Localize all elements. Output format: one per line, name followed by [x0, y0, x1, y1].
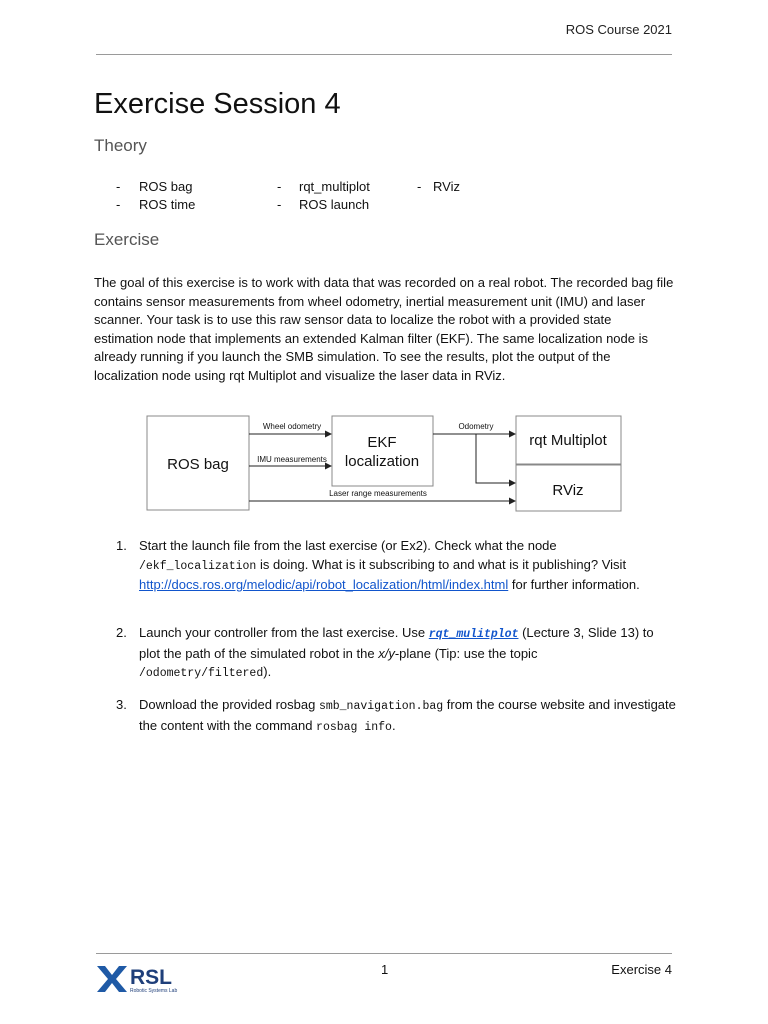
- svg-text:RSL: RSL: [130, 966, 172, 989]
- ekf-label: EKF: [367, 434, 397, 451]
- wheel-odometry-label: Wheel odometry: [262, 422, 322, 431]
- step-2: 2. Launch your controller from the last exercise. Use rqt_mulitplot (Lecture 3, Slide 13) to plot the path of the simulated robot in the x/y-plane (Tip: use the topic /odometry/filtered).: [116, 625, 654, 680]
- page-number: 1: [381, 962, 389, 977]
- ros-docs-link[interactable]: http://docs.ros.org/melodic/api/robot_localization/html/index.html: [139, 577, 509, 592]
- step-3: 3. Download the provided rosbag smb_navigation.bag from the course website and investigate the content with the command rosbag info.: [116, 697, 676, 734]
- step-1: 1. Start the launch file from the last exercise (or Ex2). Check what the node /ekf_localization is doing. What is it subscribing to and what is it publishing? Visit http://docs.ros.org/melodic/api/robot_localization/html/index.html for further information.: [116, 538, 640, 592]
- theory-heading: Theory: [94, 136, 147, 155]
- page-title: Exercise Session 4: [94, 88, 341, 120]
- rqt-multiplot-link[interactable]: rqt_mulitplot: [428, 628, 519, 641]
- theory-item: - RViz: [417, 179, 460, 194]
- theory-item: - ROS time: [116, 197, 196, 212]
- localization-label: localization: [344, 453, 420, 470]
- laser-label: Laser range measurements: [329, 489, 427, 498]
- odometry-label: Odometry: [458, 422, 494, 431]
- exercise-heading: Exercise: [94, 230, 160, 249]
- theory-item: - rqt_multiplot: [277, 179, 370, 194]
- rsl-logo: [97, 964, 197, 999]
- header-rule: [96, 54, 672, 55]
- header-course: ROS Course 2021: [565, 22, 672, 37]
- exercise-paragraph: The goal of this exercise is to work with data that was recorded on a real robot. The recorded bag file contains sensor measurements from wheel odometry, inertial measurement unit (IMU) and laser scanner. Your task is to use this raw sensor data to localize the robot with a provided state estimation node that implements an extended Kalman filter (EKF). The same localization node is already running if you launch the SMB simulation. To see the results, plot the output of the localization node using rqt Multiplot and visualize the laser data in RViz.: [94, 275, 674, 383]
- ros-bag-label: ROS bag: [167, 456, 229, 473]
- footer-exercise: Exercise 4: [611, 962, 672, 977]
- localization-diagram: [140, 410, 630, 515]
- svg-text:Robotic Systems Lab: Robotic Systems Lab: [130, 988, 178, 994]
- rviz-label: RViz: [552, 482, 584, 499]
- ekf-box: [332, 416, 433, 486]
- theory-item: - ROS bag: [116, 179, 193, 194]
- footer-rule: [96, 953, 672, 954]
- theory-item: - ROS launch: [277, 197, 370, 212]
- rqt-label: rqt Multiplot: [529, 432, 607, 449]
- imu-label: IMU measurements: [257, 455, 327, 464]
- odometry-branch-arrow: [476, 434, 515, 483]
